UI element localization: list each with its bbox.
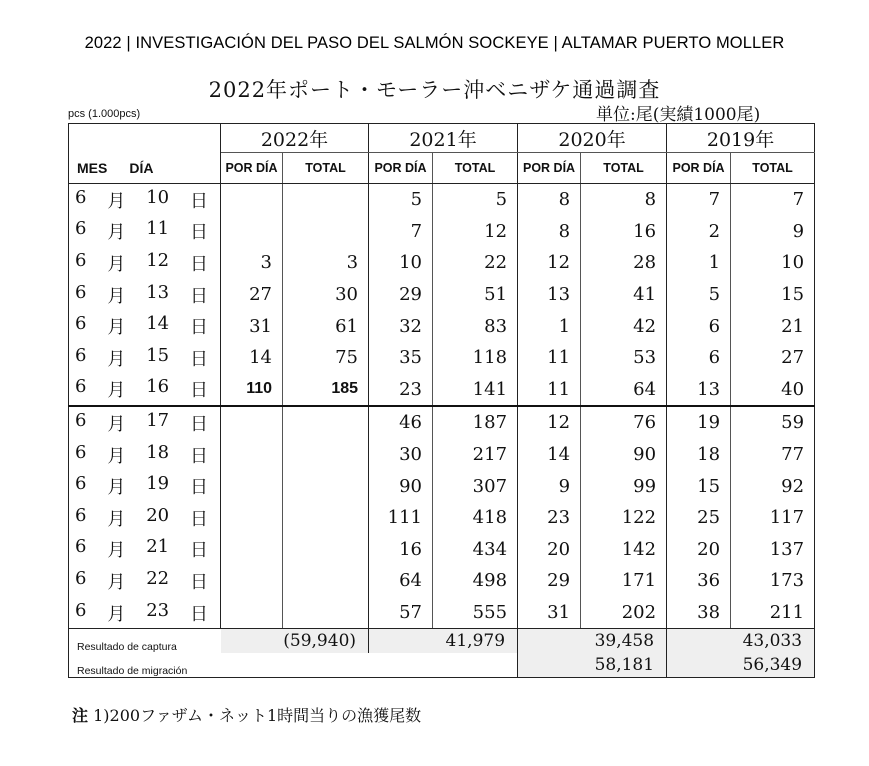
- date-part: 6: [75, 567, 87, 589]
- date-part: 日: [189, 190, 208, 212]
- date-part: 6: [75, 249, 87, 271]
- por-dia-value: 10: [369, 247, 433, 279]
- por-dia-value: [221, 597, 283, 629]
- por-dia-value: 2: [667, 216, 731, 248]
- total-value: 7: [731, 184, 815, 216]
- date-part: 月: [107, 317, 126, 339]
- por-dia-header: POR DÍA: [221, 153, 283, 184]
- migration-result-row: [69, 653, 815, 678]
- migration-value: 58,181: [518, 653, 667, 678]
- total-value: 76: [581, 406, 667, 439]
- page-header: 2022 | INVESTIGACIÓN DEL PASO DEL SALMÓN SOCKEYE | ALTAMAR PUERTO MOLLER: [84, 34, 785, 52]
- catch-value: 39,458: [518, 629, 667, 654]
- total-value: 118: [433, 342, 518, 374]
- date-part: 日: [189, 603, 208, 625]
- date-part: 月: [107, 477, 126, 499]
- por-dia-header: POR DÍA: [369, 153, 433, 184]
- total-value: 137: [731, 534, 815, 566]
- date-part: 日: [189, 253, 208, 275]
- mes-header: MES: [77, 159, 108, 176]
- date-part: 日: [189, 285, 208, 307]
- date-cell: [69, 279, 221, 311]
- date-part: 月: [107, 413, 126, 435]
- total-value: [283, 439, 369, 471]
- passage-table: [68, 123, 815, 678]
- date-part: 22: [146, 567, 170, 589]
- table-row: [69, 247, 815, 279]
- por-dia-value: 13: [518, 279, 581, 311]
- date-part: 6: [75, 536, 87, 558]
- japanese-title: 2022年ポート・モーラー沖ベニザケ通過調査: [208, 78, 661, 102]
- date-part: 月: [107, 348, 126, 370]
- date-part: 6: [75, 344, 87, 366]
- por-dia-value: 8: [518, 216, 581, 248]
- por-dia-value: 29: [369, 279, 433, 311]
- date-part: 6: [75, 504, 87, 526]
- total-value: 217: [433, 439, 518, 471]
- total-value: 555: [433, 597, 518, 629]
- total-value: 41: [581, 279, 667, 311]
- por-dia-value: [221, 216, 283, 248]
- catch-value: (59,940): [221, 629, 369, 654]
- table-row: [69, 502, 815, 534]
- total-value: 53: [581, 342, 667, 374]
- mes-dia-header: [69, 153, 221, 184]
- por-dia-value: [221, 534, 283, 566]
- catch-value: 43,033: [667, 629, 815, 654]
- por-dia-value: 12: [518, 406, 581, 439]
- date-cell: [69, 216, 221, 248]
- table-row: [69, 439, 815, 471]
- date-part: 日: [189, 540, 208, 562]
- por-dia-value: [221, 502, 283, 534]
- date-part: 20: [146, 504, 170, 526]
- por-dia-value: 7: [667, 184, 731, 216]
- por-dia-value: 1: [667, 247, 731, 279]
- date-part: 16: [146, 376, 170, 398]
- date-cell: [69, 534, 221, 566]
- total-value: 15: [731, 279, 815, 311]
- total-value: 434: [433, 534, 518, 566]
- total-value: 10: [731, 247, 815, 279]
- total-value: 59: [731, 406, 815, 439]
- table-row: [69, 597, 815, 629]
- date-cell: [69, 565, 221, 597]
- migration-label: Resultado de migración: [69, 653, 221, 678]
- year-header: 2022年: [221, 124, 369, 153]
- por-dia-value: 5: [667, 279, 731, 311]
- corner-cell: [69, 124, 221, 153]
- por-dia-value: 32: [369, 310, 433, 342]
- date-part: 6: [75, 186, 87, 208]
- date-part: 10: [146, 186, 170, 208]
- por-dia-value: 110: [221, 374, 283, 407]
- date-part: 月: [107, 222, 126, 244]
- por-dia-value: 15: [667, 470, 731, 502]
- year-header: 2021年: [369, 124, 518, 153]
- date-part: 月: [107, 540, 126, 562]
- date-part: 6: [75, 376, 87, 398]
- total-value: 8: [581, 184, 667, 216]
- total-value: [283, 597, 369, 629]
- total-value: 498: [433, 565, 518, 597]
- por-dia-value: 1: [518, 310, 581, 342]
- por-dia-value: 11: [518, 374, 581, 407]
- total-value: 64: [581, 374, 667, 407]
- por-dia-value: 90: [369, 470, 433, 502]
- date-cell: [69, 597, 221, 629]
- footnote-prefix: 注: [72, 708, 89, 725]
- date-part: 23: [146, 599, 170, 621]
- date-part: 月: [107, 445, 126, 467]
- date-part: 6: [75, 441, 87, 463]
- date-part: 月: [107, 508, 126, 530]
- catch-result-row: [69, 629, 815, 654]
- total-value: 22: [433, 247, 518, 279]
- date-part: 11: [146, 218, 170, 240]
- total-value: 42: [581, 310, 667, 342]
- table-row: [69, 342, 815, 374]
- date-part: 日: [189, 508, 208, 530]
- por-dia-value: [221, 439, 283, 471]
- year-header: 2020年: [518, 124, 667, 153]
- total-value: [283, 470, 369, 502]
- date-cell: [69, 406, 221, 439]
- date-part: 19: [146, 473, 170, 495]
- por-dia-value: 13: [667, 374, 731, 407]
- por-dia-value: 111: [369, 502, 433, 534]
- dia-header: DÍA: [129, 159, 154, 176]
- total-value: 27: [731, 342, 815, 374]
- table-row: [69, 406, 815, 439]
- date-part: 月: [107, 253, 126, 275]
- por-dia-value: 46: [369, 406, 433, 439]
- date-part: 日: [189, 413, 208, 435]
- year-header-row: [69, 124, 815, 153]
- date-part: 日: [189, 317, 208, 339]
- total-value: 3: [283, 247, 369, 279]
- por-dia-value: 31: [221, 310, 283, 342]
- date-part: 12: [146, 249, 170, 271]
- por-dia-value: 7: [369, 216, 433, 248]
- por-dia-value: 38: [667, 597, 731, 629]
- date-part: 6: [75, 409, 87, 431]
- total-value: 211: [731, 597, 815, 629]
- por-dia-header: POR DÍA: [518, 153, 581, 184]
- total-header: TOTAL: [433, 153, 518, 184]
- date-part: 日: [189, 445, 208, 467]
- date-part: 月: [107, 285, 126, 307]
- por-dia-value: 23: [369, 374, 433, 407]
- total-value: 185: [283, 374, 369, 407]
- year-header: 2019年: [667, 124, 815, 153]
- total-value: 141: [433, 374, 518, 407]
- por-dia-value: 25: [667, 502, 731, 534]
- total-value: 12: [433, 216, 518, 248]
- catch-value: 41,979: [369, 629, 518, 654]
- total-value: 117: [731, 502, 815, 534]
- por-dia-value: 29: [518, 565, 581, 597]
- date-cell: [69, 247, 221, 279]
- por-dia-value: 36: [667, 565, 731, 597]
- date-cell: [69, 310, 221, 342]
- total-value: 92: [731, 470, 815, 502]
- total-value: 307: [433, 470, 518, 502]
- table-row: [69, 310, 815, 342]
- por-dia-value: [221, 184, 283, 216]
- migration-value: 56,349: [667, 653, 815, 678]
- date-part: 13: [146, 281, 170, 303]
- total-value: 77: [731, 439, 815, 471]
- por-dia-value: 27: [221, 279, 283, 311]
- table-row: [69, 374, 815, 407]
- por-dia-header: POR DÍA: [667, 153, 731, 184]
- total-value: 16: [581, 216, 667, 248]
- por-dia-value: 6: [667, 310, 731, 342]
- table-row: [69, 565, 815, 597]
- total-header: TOTAL: [283, 153, 369, 184]
- footnote: [72, 703, 421, 726]
- date-part: 月: [107, 190, 126, 212]
- total-value: 202: [581, 597, 667, 629]
- date-part: 14: [146, 313, 170, 335]
- por-dia-value: 19: [667, 406, 731, 439]
- por-dia-value: 16: [369, 534, 433, 566]
- date-part: 17: [146, 409, 170, 431]
- por-dia-value: 64: [369, 565, 433, 597]
- por-dia-value: 35: [369, 342, 433, 374]
- date-part: 日: [189, 477, 208, 499]
- date-part: 6: [75, 313, 87, 335]
- total-value: 418: [433, 502, 518, 534]
- total-value: 30: [283, 279, 369, 311]
- por-dia-value: [221, 565, 283, 597]
- por-dia-value: 11: [518, 342, 581, 374]
- total-value: 28: [581, 247, 667, 279]
- date-cell: [69, 342, 221, 374]
- date-part: 21: [146, 536, 170, 558]
- date-part: 18: [146, 441, 170, 463]
- total-value: 173: [731, 565, 815, 597]
- por-dia-value: 20: [667, 534, 731, 566]
- total-value: [283, 534, 369, 566]
- footnote-text: 1)200ファザム・ネット1時間当りの漁獲尾数: [93, 706, 422, 725]
- por-dia-value: 9: [518, 470, 581, 502]
- migration-blank: [221, 653, 518, 678]
- date-part: 日: [189, 571, 208, 593]
- pcs-unit-label: pcs (1.000pcs): [68, 108, 141, 120]
- total-header: TOTAL: [731, 153, 815, 184]
- date-part: 6: [75, 218, 87, 240]
- date-part: 月: [107, 380, 126, 402]
- catch-label: Resultado de captura: [69, 629, 221, 654]
- por-dia-value: 30: [369, 439, 433, 471]
- date-cell: [69, 439, 221, 471]
- date-part: 6: [75, 599, 87, 621]
- por-dia-value: 18: [667, 439, 731, 471]
- por-dia-value: 23: [518, 502, 581, 534]
- por-dia-value: 6: [667, 342, 731, 374]
- date-cell: [69, 184, 221, 216]
- total-header: TOTAL: [581, 153, 667, 184]
- total-value: 9: [731, 216, 815, 248]
- por-dia-value: 8: [518, 184, 581, 216]
- table-row: [69, 279, 815, 311]
- date-part: 月: [107, 603, 126, 625]
- date-part: 15: [146, 344, 170, 366]
- date-cell: [69, 374, 221, 407]
- date-cell: [69, 470, 221, 502]
- total-value: [283, 502, 369, 534]
- por-dia-value: 14: [221, 342, 283, 374]
- total-value: 187: [433, 406, 518, 439]
- date-cell: [69, 502, 221, 534]
- total-value: 75: [283, 342, 369, 374]
- por-dia-value: [221, 470, 283, 502]
- total-value: 40: [731, 374, 815, 407]
- table-row: [69, 184, 815, 216]
- column-header-row: [69, 153, 815, 184]
- total-value: [283, 406, 369, 439]
- table-row: [69, 470, 815, 502]
- total-value: [283, 216, 369, 248]
- unit-label: 単位:尾(実績1000尾): [596, 105, 761, 125]
- por-dia-value: 14: [518, 439, 581, 471]
- por-dia-value: 57: [369, 597, 433, 629]
- date-part: 6: [75, 281, 87, 303]
- date-part: 日: [189, 380, 208, 402]
- total-value: 90: [581, 439, 667, 471]
- date-part: 日: [189, 222, 208, 244]
- por-dia-value: 20: [518, 534, 581, 566]
- por-dia-value: 12: [518, 247, 581, 279]
- total-value: 21: [731, 310, 815, 342]
- por-dia-value: [221, 406, 283, 439]
- total-value: [283, 565, 369, 597]
- total-value: 142: [581, 534, 667, 566]
- table-row: [69, 534, 815, 566]
- total-value: 5: [433, 184, 518, 216]
- por-dia-value: 5: [369, 184, 433, 216]
- date-part: 日: [189, 348, 208, 370]
- total-value: 83: [433, 310, 518, 342]
- por-dia-value: 3: [221, 247, 283, 279]
- total-value: 122: [581, 502, 667, 534]
- total-value: [283, 184, 369, 216]
- table-row: [69, 216, 815, 248]
- total-value: 51: [433, 279, 518, 311]
- date-part: 6: [75, 473, 87, 495]
- total-value: 171: [581, 565, 667, 597]
- total-value: 61: [283, 310, 369, 342]
- date-part: 月: [107, 571, 126, 593]
- total-value: 99: [581, 470, 667, 502]
- por-dia-value: 31: [518, 597, 581, 629]
